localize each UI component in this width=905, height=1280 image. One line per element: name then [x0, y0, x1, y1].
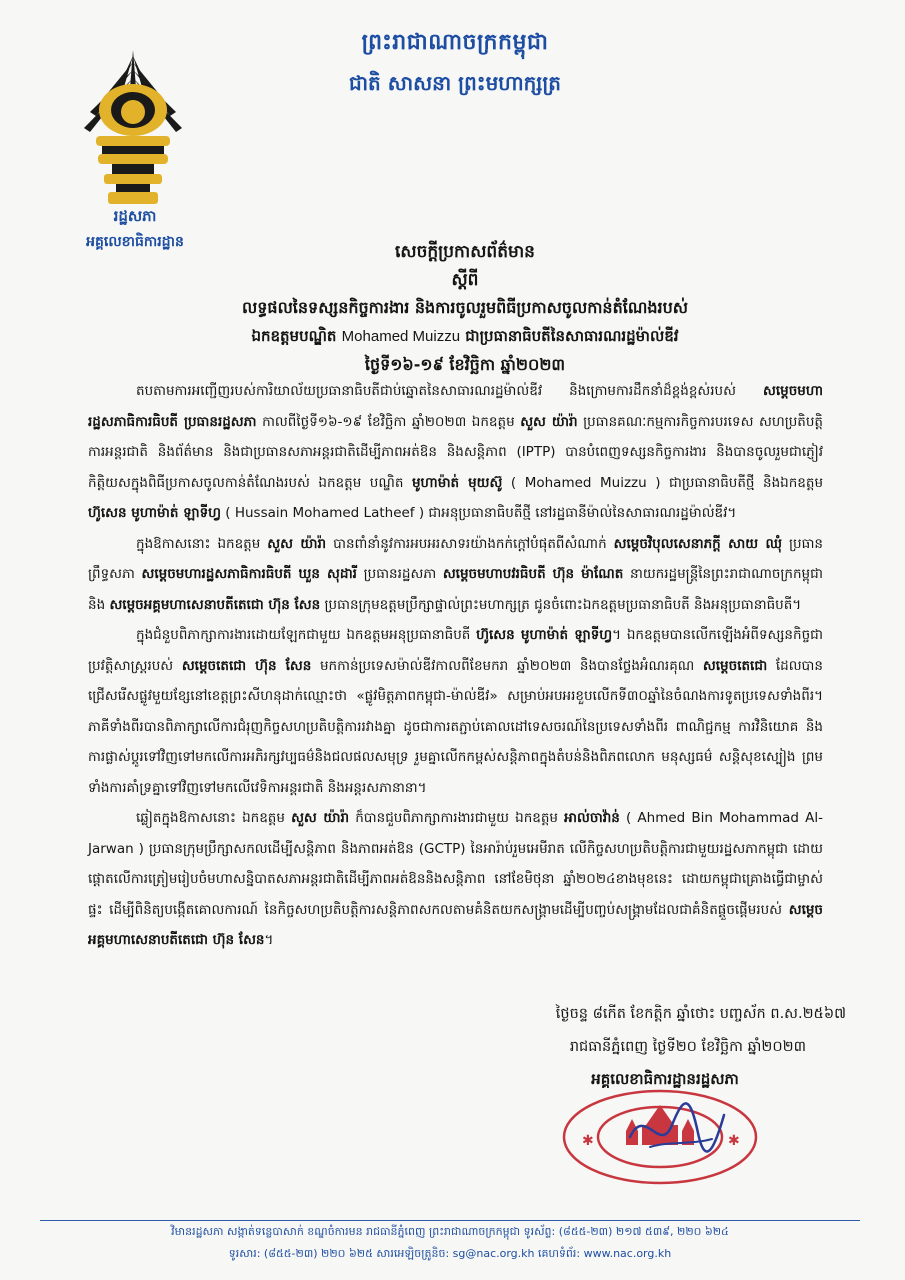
text-run: ប្រធានគណៈកម្មការកិច្ចការបរទេស សហប្រតិបត្តិការអន្តរជាតិ និងព័ត៌មាន និងជាប្រធានសភាអន្តរជាតិដើម្បីភាពអត់ឱន និងសន្តិភាព (IPTP) បានបំពេញទស្សនកិច្ចការងារ និងបានចូលរួមជាភ្ញៀវកិត្តិយសក្នុងពិធីប្រកាសចូលកាន់តំណែងរបស់ ឯកឧត្តម បណ្ឌិត [88, 413, 824, 491]
svg-text:✱: ✱ [582, 1133, 594, 1149]
emphasized-text: សួស យ៉ារ៉ា [267, 535, 327, 552]
emphasized-text: សម្ដេចមហារដ្ឋសភាធិការធិបតី ប្រធានរដ្ឋសភា [88, 383, 823, 430]
text-run: ឆ្លៀតក្នុងឱកាសនោះ ឯកឧត្តម [136, 810, 292, 826]
paragraph-2 [88, 529, 823, 621]
document-subject-line-2 [120, 322, 810, 351]
emphasized-text: សម្ដេចអគ្គមហាសេនាបតីតេជោ ហ៊ុន សែន [109, 596, 321, 613]
parliament-emblem-icon [78, 48, 188, 208]
emphasized-text: ហ៊ូសេន មូហាម៉ាត់ ឡាទីហ្វ [476, 627, 613, 643]
emphasized-text: សម្ដេចតេជោ [702, 657, 768, 674]
text-run: ក្នុងឱកាសនោះ ឯកឧត្តម [136, 535, 268, 552]
place-and-date: រាជធានីភ្នំពេញ ថ្ងៃទី២០ ខែវិច្ឆិកា ឆ្នាំ២០២៣ [569, 1039, 806, 1055]
paragraph-3 [88, 620, 823, 803]
text-run: ដែលបានជ្រើសរើសផ្លូវមួយខ្សែនៅខេត្តព្រះសីហនុដាក់ឈ្មោះថា «ផ្លូវមិត្តភាពកម្ពុជា-ម៉ាល់ឌីវ» សម្រាប់អបអរខួបលើកទី៣០ឆ្នាំនៃចំណងការទូតប្រទេសទាំងពីរ។ ភាគីទាំងពីរបានពិភាក្សាលើការជំរុញកិច្ចសហប្រតិបត្តិការរវាងគ្នា ដូចជាការតភ្ជាប់គោលដៅទេសចរណ៍នៃប្រទេសទាំងពីរ ពាណិជ្ជកម្ម ការវិនិយោគ និងការផ្លាស់ប្ដូរទៅវិញទៅមកលើការអភិរក្សវប្បធម៌និងជលផលសមុទ្រ រួមគ្នាលើកកម្ពស់សន្តិភាពក្នុងតំបន់និងពិភពលោក មនុស្សធម៌ សន្តិសុខស្បៀង ព្រមទាំងការគាំទ្រគ្នាទៅវិញទៅមកលើវេទិកាអន្តរជាតិ និងអន្តរសភានានា។ [88, 657, 823, 796]
national-motto: ជាតិ សាសនា ព្រះមហាក្សត្រ [349, 71, 561, 95]
text-run: ។ ឯកឧត្តមបានលើកឡើងអំពីទស្សនកិច្ចជាប្រវត្តិសាស្ត្ររបស់ [88, 627, 823, 674]
signatory-title: អគ្គលេខាធិការដ្ឋានរដ្ឋសភា [591, 1070, 739, 1088]
footer-divider [40, 1220, 860, 1221]
paragraph-1 [88, 376, 823, 529]
emphasized-text: សម្ដេចមហារដ្ឋសភាធិការធិបតី ឃួន សុដារី [141, 566, 357, 582]
kingdom-title: ព្រះរាជាណាចក្រកម្ពុជា [361, 30, 549, 55]
text-run: មកកាន់ប្រទេសម៉ាល់ឌីវកាលពីខែមករា ឆ្នាំ២០២៣ និងបានថ្លែងអំណរគុណ [311, 657, 703, 674]
svg-text:✱: ✱ [728, 1133, 740, 1149]
emphasized-text: សម្ដេចវិបុលសេនាភក្ដី សាយ ឈុំ [613, 535, 782, 552]
emphasized-text: សម្ដេចតេជោ ហ៊ុន សែន [181, 657, 312, 674]
subject-role: ជាប្រធានាធិបតីនៃសាធារណរដ្ឋម៉ាល់ឌីវ [465, 327, 679, 345]
document-subject-label: ស្ដីពី [451, 270, 479, 290]
emphasized-text: អាល់ចាវ៉ាន់ [564, 810, 620, 826]
organization-department: អគ្គលេខាធិការដ្ឋាន [86, 234, 184, 250]
text-run: ( Hussain Mohamed Latheef ) ជាអនុប្រធានាធិបតីថ្មី នៅរដ្ឋធានីម៉ាល់នៃសាធារណរដ្ឋម៉ាល់ឌីវ។ [221, 505, 737, 521]
text-run: នាយករដ្ឋមន្ត្រីនៃព្រះរាជាណាចក្រកម្ពុជា និង [88, 566, 823, 613]
text-run: ( Ahmed Bin Mohammad Al-Jarwan ) ប្រធានក្រុមប្រឹក្សាសកលដើម្បីសន្តិភាព និងភាពអត់ឱន (GCTP) នៃអារ៉ាប់រួមអេមីរាត លើកិច្ចសហប្រតិបត្តិការជាមួយរដ្ឋសភាកម្ពុជា ដោយផ្ដោតលើការត្រៀមរៀបចំមហាសន្និបាតសភាអន្តរជាតិដើម្បីភាពអត់ឱននិងសន្តិភាព នៅខែមិថុនា ឆ្នាំ២០២៤ខាងមុខនេះ ដោយកម្ពុជាគ្រោងធ្វើជាម្ចាស់ផ្ទះ ដើម្បីពិនិត្យបង្កើតគោលការណ៍ នៃកិច្ចសហប្រតិបត្តិការសន្តិភាពសកលតាមគំនិតយកសង្គ្រាមដើម្បីបញ្ចប់សង្គ្រាមដែលជាគំនិតផ្ដួចផ្ដើមរបស់ [88, 810, 823, 918]
footer-contact: ទូរសារ: (៨៥៥-២៣) ២២០ ៦២៥ សារអេឡិចត្រូនិច: sg@nac.org.kh គេហទំព័រ: www.nac.org.kh [228, 1247, 672, 1260]
subject-latin-name: Mohamed Muizzu [341, 328, 461, 345]
emphasized-text: មូហាម៉ាត់ មុយស៊ូ [411, 474, 503, 491]
text-run: ប្រធានព្រឹទ្ធសភា [88, 535, 823, 582]
text-run: តបតាមការអញ្ជើញរបស់ការិយាល័យប្រធានាធិបតីជាប់ឆ្នោតនៃសាធារណរដ្ឋម៉ាល់ឌីវ និងក្រោមការដឹកនាំដ៏ខ្ពង់ខ្ពស់របស់ [136, 383, 763, 399]
footer-address: វិមានរដ្ឋសភា សង្កាត់ទន្លេបាសាក់ ខណ្ឌចំការមន រាជធានីភ្នំពេញ ព្រះរាជាណាចក្រកម្ពុជា ទូរស័ព្ទ: (៨៥៥-២៣) ២១៧ ៥៣៩, ២២០ ៦២៤ [171, 1225, 729, 1238]
document-subject-line: លទ្ធផលនៃទស្សនកិច្ចការងារ និងការចូលរួមពិធីប្រកាសចូលកាន់តំណែងរបស់ [242, 298, 688, 317]
emphasized-text: ហ៊ូសេន មូហាម៉ាត់ ឡាទីហ្វ [88, 505, 221, 521]
document-title: សេចក្ដីប្រកាសព័ត៌មាន [395, 242, 535, 262]
handwritten-signature-icon [620, 1085, 730, 1165]
text-run: ក៏បានជួបពិភាក្សាការងារជាមួយ ឯកឧត្តម [349, 810, 565, 826]
document-title-block [120, 238, 810, 379]
emphasized-text: សួស យ៉ារ៉ា [291, 810, 350, 826]
lunar-date: ថ្ងៃចន្ទ ៨កើត ខែកត្ដិក ឆ្នាំថោះ បញ្ចស័ក ព.ស.២៥៦៧ [555, 1006, 846, 1022]
emphasized-text: សម្ដេចអគ្គមហាសេនាបតីតេជោ ហ៊ុន សែន [88, 901, 823, 948]
text-run: ប្រធានរដ្ឋសភា [356, 566, 443, 582]
paragraph-4 [88, 803, 823, 956]
emphasized-text: សម្ដេចមហាបវរធិបតី ហ៊ុន ម៉ាណែត [442, 566, 624, 582]
document-body [88, 376, 823, 956]
text-run: ប្រធានក្រុមឧត្ដមប្រឹក្សាផ្ទាល់ព្រះមហាក្សត្រ ជូនចំពោះឯកឧត្តមប្រធានាធិបតី និងអនុប្រធានាធិបតី។ [320, 596, 802, 613]
emphasized-text: សួស យ៉ារ៉ា [520, 413, 578, 430]
organization-name: រដ្ឋសភា [113, 207, 157, 225]
text-run: បានពាំនាំនូវការអបអរសាទរយ៉ាងកក់ក្ដៅបំផុតពីសំណាក់ [326, 535, 614, 552]
text-run: កាលពីថ្ងៃទី១៦-១៩ ខែវិច្ឆិកា ឆ្នាំ២០២៣ ឯកឧត្តម [256, 413, 521, 430]
text-run: ។ [264, 932, 274, 948]
subject-honorific: ឯកឧត្តមបណ្ឌិត [251, 327, 337, 345]
text-run: ក្នុងជំនួបពិភាក្សាការងារដោយឡែកជាមួយ ឯកឧត្តមអនុប្រធានាធិបតី [136, 627, 477, 643]
text-run: ( Mohamed Muizzu ) ជាប្រធានាធិបតីថ្មី និងឯកឧត្តម [502, 474, 824, 491]
document-date-range: ថ្ងៃទី១៦-១៩ ខែវិច្ឆិកា ឆ្នាំ២០២៣ [364, 355, 566, 374]
